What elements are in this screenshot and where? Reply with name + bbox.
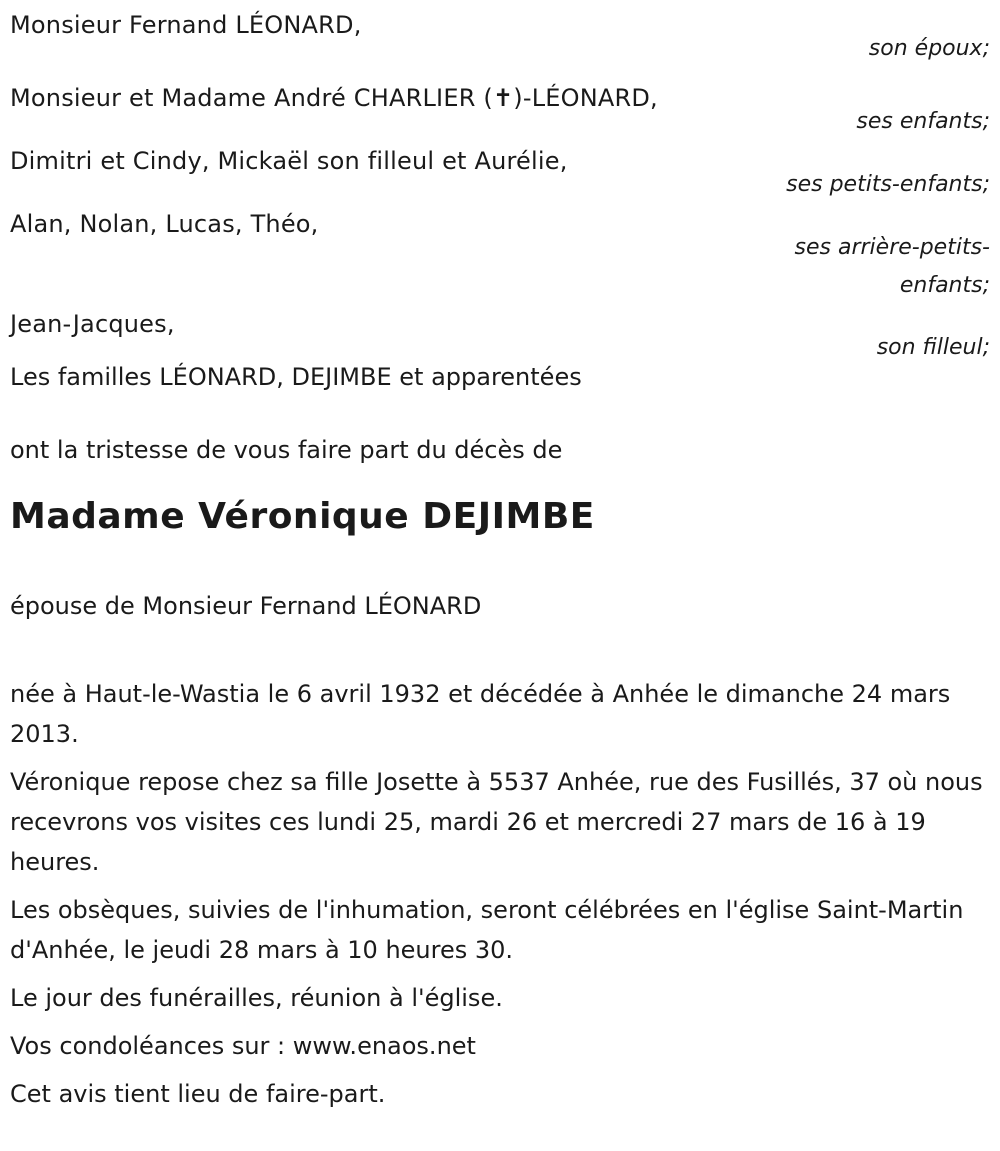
notice-paragraph: Cet avis tient lieu de faire-part.	[10, 1080, 386, 1108]
family-relation: ses petits-enfants;	[786, 172, 990, 197]
family-relation: ses enfants;	[856, 109, 990, 134]
families-line: Les familles LÉONARD, DEJIMBE et apparentées	[10, 363, 582, 391]
family-relation: son filleul;	[876, 335, 990, 360]
family-relation: son époux;	[868, 36, 990, 61]
family-entry-spouse	[10, 0, 990, 73]
family-name: Alan, Nolan, Lucas, Théo,	[10, 210, 319, 238]
condolences-paragraph: Vos condoléances sur : www.enaos.net	[10, 1032, 476, 1060]
family-name: Jean-Jacques,	[10, 310, 175, 338]
family-entry-children	[10, 73, 990, 136]
family-entry-godson	[10, 299, 990, 362]
family-name: Monsieur et Madame André CHARLIER (✝)-LÉONARD,	[10, 84, 658, 112]
family-name: Monsieur Fernand LÉONARD,	[10, 11, 362, 39]
family-relation-line: enfants;	[899, 273, 990, 298]
family-entry-grandchildren	[10, 136, 990, 199]
visitation-paragraph: Véronique repose chez sa fille Josette à 5537 Anhée, rue des Fusillés, 37 où nous recevrons vos visites ces lundi 25, mardi 26 et mercredi 27 mars de 16 à 19 heures.	[10, 768, 983, 876]
family-name: Dimitri et Cindy, Mickaël son filleul et Aurélie,	[10, 147, 568, 175]
deceased-name: Madame Véronique DEJIMBE	[10, 496, 595, 537]
birth-death-paragraph: née à Haut-le-Wastia le 6 avril 1932 et décédée à Anhée le dimanche 24 mars 2013.	[10, 680, 951, 748]
announce-line: ont la tristesse de vous faire part du décès de	[10, 436, 563, 464]
spouse-line: épouse de Monsieur Fernand LÉONARD	[10, 592, 482, 620]
family-relation-line: ses arrière-petits-	[794, 235, 990, 260]
family-list	[10, 0, 990, 362]
funeral-paragraph: Les obsèques, suivies de l'inhumation, seront célébrées en l'église Saint-Martin d'Anhée, le jeudi 28 mars à 10 heures 30.	[10, 896, 964, 964]
family-relation	[690, 229, 990, 305]
family-entry-great-grandchildren	[10, 199, 990, 299]
reunion-paragraph: Le jour des funérailles, réunion à l'église.	[10, 984, 503, 1012]
